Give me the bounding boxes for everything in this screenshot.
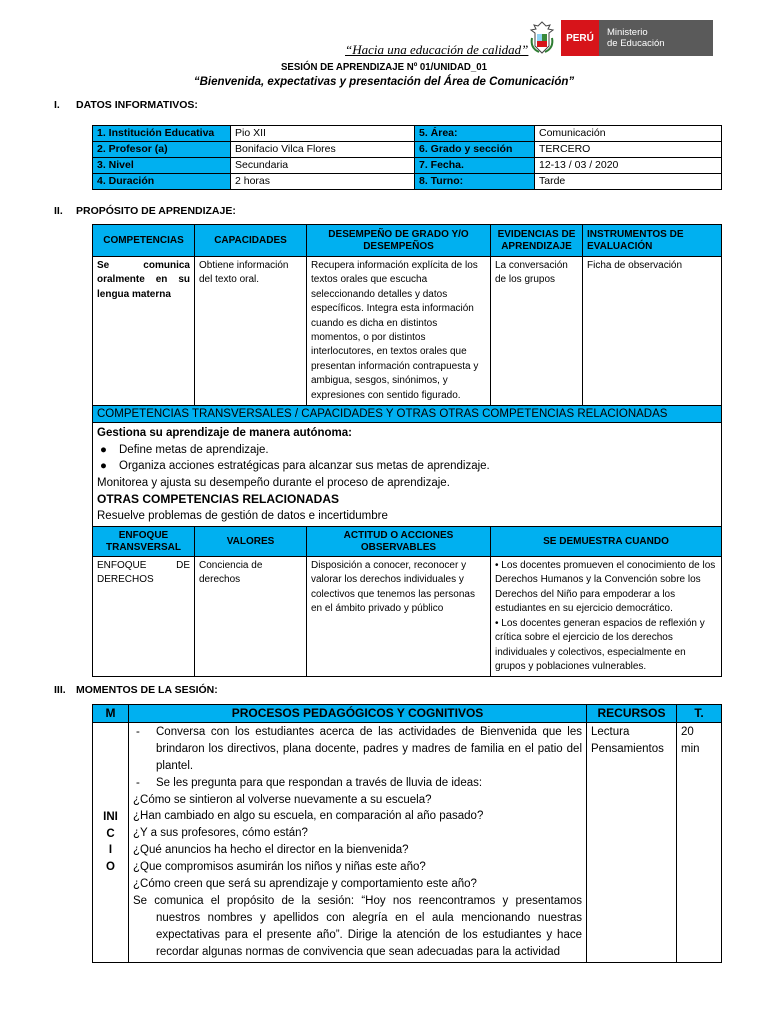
header-recursos: RECURSOS [587, 705, 677, 723]
approach-header-row [93, 527, 722, 557]
info-value: Tarde [535, 174, 722, 190]
question-line: ¿Cómo se sintieron al volverse nuevamente a su escuela? [133, 793, 432, 806]
info-key: 8. Turno: [415, 174, 535, 190]
enfoque-cell: ENFOQUE DE DERECHOS [93, 557, 195, 677]
procesos-cell [129, 722, 587, 962]
info-value: Pio XII [231, 126, 415, 142]
info-row [93, 126, 722, 142]
phase-label: INI C I O [93, 722, 129, 962]
header-t: T. [677, 705, 722, 723]
info-value: 12-13 / 03 / 2020 [535, 158, 722, 174]
actitud-cell: Disposición a conocer, reconocer y valorar los derechos individuales y colectivos que tenemos las personas en el ámbito privado y público [307, 557, 491, 677]
header-competencias: COMPETENCIAS [93, 225, 195, 257]
other-competencies-line: Resuelve problemas de gestión de datos e incertidumbre [97, 509, 388, 522]
header-procesos: PROCESOS PEDAGÓGICOS Y COGNITIVOS [129, 705, 587, 723]
header-desempeno: DESEMPEÑO DE GRADO Y/O DESEMPEÑOS [307, 225, 491, 257]
info-key: 2. Profesor (a) [93, 142, 231, 158]
info-row [93, 158, 722, 174]
ministry-label: Ministerio de Educación [599, 20, 713, 56]
info-key: 7. Fecha. [415, 158, 535, 174]
purpose-header-row [93, 225, 722, 257]
list-item: - Conversa con los estudiantes acerca de las actividades de Bienvenida que les brindaron los directivos, plana docente, padres y madres de familia en el patio del plantel. [136, 725, 582, 772]
info-key: 4. Duración [93, 174, 231, 190]
other-competencies-title: OTRAS COMPETENCIAS RELACIONADAS [97, 492, 340, 507]
time-cell: 20 min [677, 722, 722, 962]
peru-coat-of-arms-icon [527, 20, 557, 56]
approach-row [93, 557, 722, 677]
transversal-row [93, 423, 722, 527]
info-key: 1. Institución Educativa [93, 126, 231, 142]
minedu-logo [527, 18, 713, 58]
info-value: Secundaria [231, 158, 415, 174]
info-row [93, 142, 722, 158]
transversal-title: Gestiona su aprendizaje de manera autónoma: [97, 427, 352, 440]
competencia-cell: Se comunica oralmente en su lengua materna [93, 257, 195, 406]
transversal-line: Monitorea y ajusta su desempeño durante el proceso de aprendizaje. [97, 476, 450, 489]
info-key: 3. Nivel [93, 158, 231, 174]
info-row [93, 174, 722, 190]
demuestra-cell [491, 557, 722, 677]
question-line: ¿Cómo creen que será su aprendizaje y comportamiento este año? [133, 878, 477, 891]
info-table [92, 125, 722, 190]
header-m: M [93, 705, 129, 723]
session-title: SESIÓN DE APRENDIZAJE Nº 01/UNIDAD_01 [280, 61, 488, 73]
desempeno-cell: Recupera información explícita de los textos orales que escucha seleccionando detalles y datos específicos. Integra esta información cuando es dicha en distintos momentos, o por distintos interlocutores, en textos orales que presentan información contrapuesta y ambigua, sesgos, sinónimos, y expresiones con sentido figurado. [307, 257, 491, 406]
recursos-cell: Lectura Pensamientos [587, 722, 677, 962]
capacidad-cell: Obtiene información del texto oral. [195, 257, 307, 406]
valores-cell: Conciencia de derechos [195, 557, 307, 677]
transversal-bar: COMPETENCIAS TRANSVERSALES / CAPACIDADES Y OTRAS OTRAS COMPETENCIAS RELACIONADAS [93, 406, 722, 423]
session-subtitle: “Bienvenida, expectativas y presentación del Área de Comunicación” [193, 76, 575, 88]
info-value: Comunicación [535, 126, 722, 142]
transversal-bar-row [93, 406, 722, 423]
header-actitud: ACTITUD O ACCIONES OBSERVABLES [307, 527, 491, 557]
moments-table [92, 704, 722, 963]
header-enfoque: ENFOQUE TRANSVERSAL [93, 527, 195, 557]
header-instrumentos: INSTRUMENTOS DE EVALUACIÓN [583, 225, 722, 257]
info-value: 2 horas [231, 174, 415, 190]
header-evidencias: EVIDENCIAS DE APRENDIZAJE [491, 225, 583, 257]
list-item: ● Define metas de aprendizaje. [100, 443, 269, 456]
moments-row-inicio [93, 722, 722, 962]
instrumento-cell: Ficha de observación [583, 257, 722, 406]
demuestra-item: • Los docentes promueven el conocimiento de los Derechos Humanos y la Convención sobre los Derechos del Niño para empoderar a los estudiantes en su ejercicio democrático. [495, 560, 716, 615]
question-line: ¿Y a sus profesores, cómo están? [133, 827, 308, 840]
purpose-paragraph: Se comunica el propósito de la sesión: “Hoy nos reencontramos y presentamos nuestros nombres y apellidos con alegría en el aula mencionando nuestras expectativas para el presente año”. Dirige la atención de los estudiantes y hace recordar algunas normas de convivencia que sean adecuadas para la actividad [133, 894, 582, 958]
header-demuestra: SE DEMUESTRA CUANDO [491, 527, 722, 557]
peru-label: PERÚ [561, 20, 599, 56]
list-item: - Se les pregunta para que respondan a través de lluvia de ideas: [136, 776, 483, 789]
question-line: ¿Han cambiado en algo su escuela, en comparación al año pasado? [133, 810, 484, 823]
info-value: Bonifacio Vilca Flores [231, 142, 415, 158]
info-key: 6. Grado y sección [415, 142, 535, 158]
evidencia-cell: La conversación de los grupos [491, 257, 583, 406]
purpose-table [92, 224, 722, 677]
question-line: ¿Que compromisos asumirán los niños y niñas este año? [133, 861, 426, 874]
info-value: TERCERO [535, 142, 722, 158]
moments-header-row [93, 705, 722, 723]
motto: “Hacia una educación de calidad” [345, 42, 529, 57]
header-capacidades: CAPACIDADES [195, 225, 307, 257]
transversal-cell [93, 423, 722, 527]
list-item: ● Organiza acciones estratégicas para alcanzar sus metas de aprendizaje. [100, 460, 490, 473]
purpose-row [93, 257, 722, 406]
header-valores: VALORES [195, 527, 307, 557]
info-key: 5. Área: [415, 126, 535, 142]
question-line: ¿Qué anuncios ha hecho el director en la bienvenida? [133, 844, 409, 857]
demuestra-item: • Los docentes generan espacios de reflexión y crítica sobre el ejercicio de los derechos individuales y colectivos, especialmente en grupos y poblaciones vulnerables. [495, 617, 705, 672]
